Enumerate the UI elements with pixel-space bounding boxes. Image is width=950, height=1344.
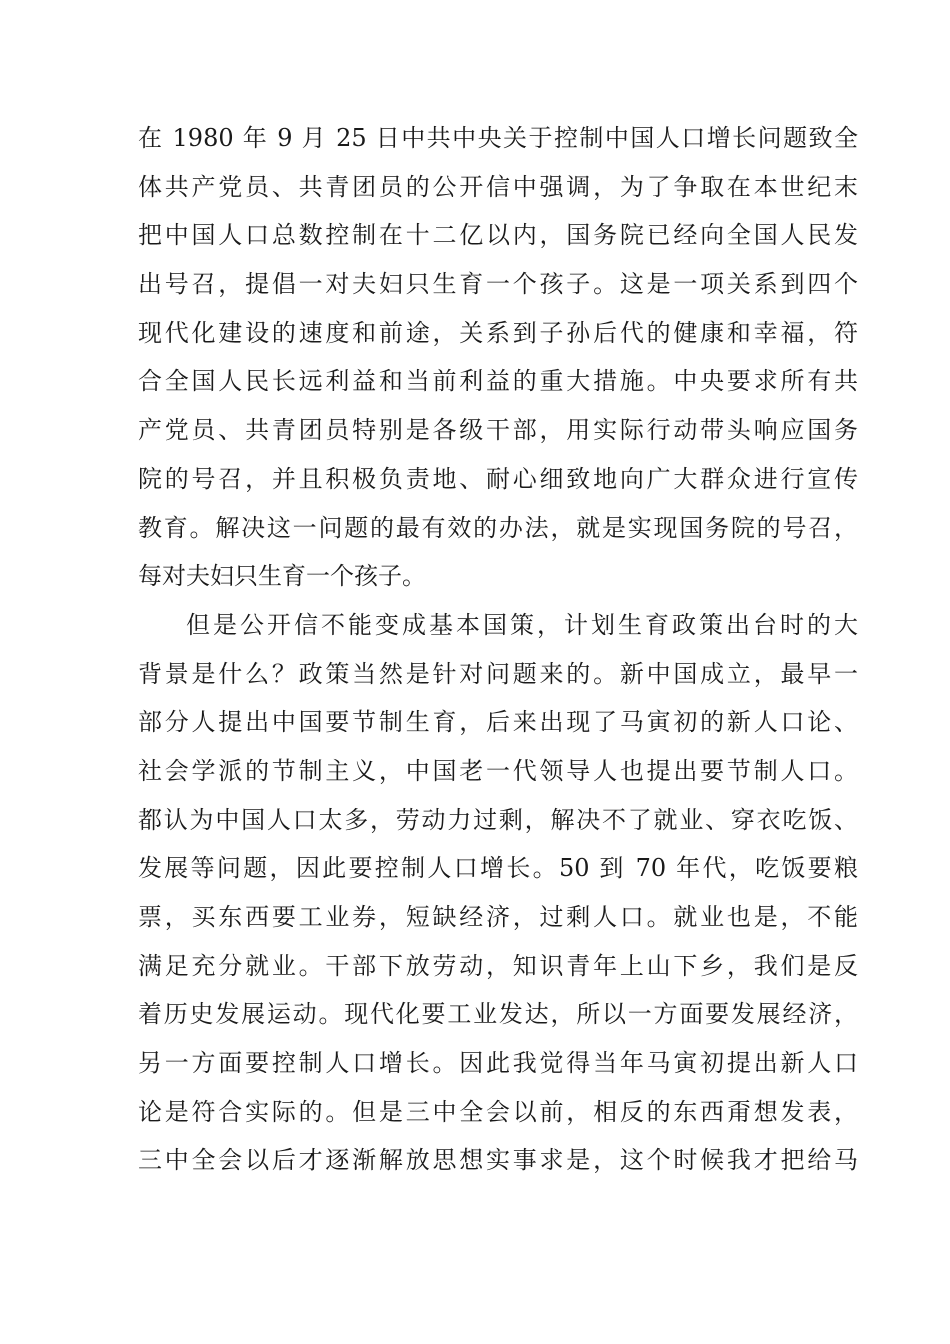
text-line: 发展等问题，因此要控制人口增长。50 到 70 年代，吃饭要粮 bbox=[138, 854, 858, 883]
text-line: 教育。解决这一问题的最有效的办法，就是实现国务院的号召， bbox=[138, 513, 858, 542]
text-line: 着历史发展运动。现代化要工业发达，所以一方面要发展经济， bbox=[138, 1000, 858, 1029]
text-line: 票，买东西要工业券，短缺经济，过剩人口。就业也是，不能 bbox=[138, 903, 858, 931]
text-line: 都认为中国人口太多，劳动力过剩，解决不了就业、穿衣吃饭、 bbox=[138, 805, 858, 834]
body-text bbox=[138, 114, 858, 1185]
text-line: 把中国人口总数控制在十二亿以内，国务院已经向全国人民发 bbox=[138, 221, 858, 250]
text-line: 出号召，提倡一对夫妇只生育一个孩子。这是一项关系到四个 bbox=[138, 270, 858, 299]
text-line: 背景是什么？政策当然是针对问题来的。新中国成立，最早一 bbox=[138, 659, 858, 688]
text-line: 体共产党员、共青团员的公开信中强调，为了争取在本世纪末 bbox=[138, 172, 858, 201]
text-line: 但是公开信不能变成基本国策，计划生育政策出台时的大 bbox=[186, 610, 858, 639]
text-line: 产党员、共青团员特别是各级干部，用实际行动带头响应国务 bbox=[138, 416, 858, 445]
text-line: 在 1980 年 9 月 25 日中共中央关于控制中国人口增长问题致全 bbox=[138, 124, 858, 152]
text-line: 满足充分就业。干部下放劳动，知识青年上山下乡，我们是反 bbox=[138, 951, 858, 980]
text-line: 社会学派的节制主义，中国老一代领导人也提出要节制人口。 bbox=[138, 756, 858, 785]
text-line: 每对夫妇只生育一个孩子。 bbox=[138, 562, 426, 591]
text-line: 另一方面要控制人口增长。因此我觉得当年马寅初提出新人口 bbox=[138, 1049, 858, 1078]
text-line: 三中全会以后才逐渐解放思想实事求是，这个时候我才把给马 bbox=[138, 1146, 858, 1175]
text-line: 院的号召，并且积极负责地、耐心细致地向广大群众进行宣传 bbox=[138, 464, 858, 493]
text-line: 论是符合实际的。但是三中全会以前，相反的东西甭想发表， bbox=[138, 1097, 858, 1126]
text-line: 部分人提出中国要节制生育，后来出现了马寅初的新人口论、 bbox=[138, 708, 858, 737]
text-line: 现代化建设的速度和前途，关系到子孙后代的健康和幸福，符 bbox=[138, 318, 858, 347]
text-line: 合全国人民长远利益和当前利益的重大措施。中央要求所有共 bbox=[138, 367, 858, 396]
